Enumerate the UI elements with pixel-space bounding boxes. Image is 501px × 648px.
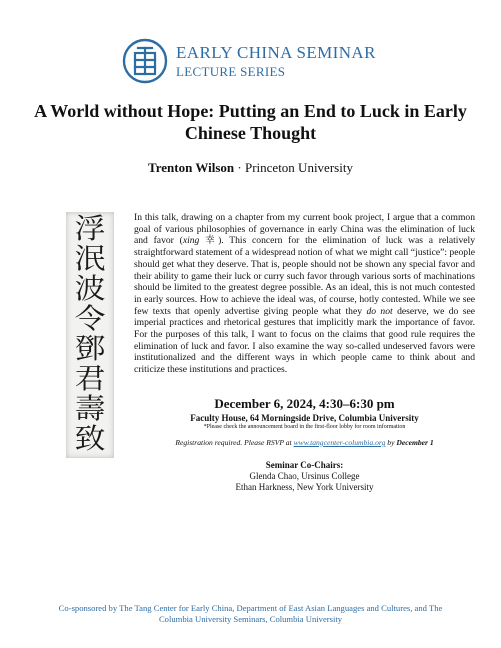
room-note: *Please check the announcement board in the first-floor lobby for room information — [203, 424, 406, 430]
series-subtitle: LECTURE SERIES — [176, 64, 286, 79]
speaker-line — [0, 160, 501, 176]
rsvp-link[interactable]: www.tangcenter-columbia.org — [293, 438, 386, 447]
rsvp-line: Registration required. Please RSVP at www.tangcenter-columbia.org by December 1 — [175, 438, 434, 447]
cochairs-block — [134, 460, 475, 493]
cochair-1: Glenda Chao, Ursinus College — [249, 471, 360, 481]
lecture-title: A World without Hope: Putting an End to Luck in Early Chinese Thought — [34, 101, 467, 143]
seminar-logo-icon — [122, 38, 168, 84]
series-title: EARLY CHINA SEMINAR — [176, 43, 376, 62]
calligraphy-manuscript-image: 浮 泯 波 令 鄧 君 壽 致 — [66, 212, 114, 458]
speaker-name: Trenton Wilson — [148, 160, 235, 175]
speaker-separator: · — [234, 160, 245, 175]
emphasis-do-not: do not — [366, 305, 393, 317]
xing-term: xing — [182, 235, 200, 247]
speaker-affiliation: Princeton University — [244, 160, 353, 175]
cochair-2: Ethan Harkness, New York University — [235, 482, 374, 492]
event-venue: Faculty House, 64 Morningside Drive, Columbia University — [190, 413, 419, 423]
xing-character: 幸 — [199, 235, 219, 247]
rsvp-deadline: December 1 — [396, 438, 434, 447]
footer-line-1: Co-sponsored by The Tang Center for Early China, Department of East Asian Languages and Cultures, and The — [58, 603, 443, 613]
sponsors-footer — [20, 603, 481, 625]
abstract-paragraph: In this talk, drawing on a chapter from my current book project, I argue that a common goal of various philosophies of governance in early China was the elimination of luck and favor (xing 幸). This concern for the elimination of luck was a relatively straightforward statement of a widespread notion of what we might call “justice”: people should get what they deserve. That is, people should not be shown any special favor and their ability to game their luck or curry such favor through various sorts of machinations should be limited to the greatest degree possible. As an ideal, this is not much contested in early sources. How to achieve the ideal was, of course, hotly contested. While we see few texts that openly advertise giving people what they do not deserve, we do see imperial practices and rhetorical gestures that implicitly mark the importance of favor. For the purposes of this talk, I want to focus on the claims that good rule requires the elimination of luck and favor. I also examine the way so-called undeserved favors were institutionalized and the different ways in which people came to think about and criticize these institutions and practices. — [134, 212, 475, 376]
event-date: December 6, 2024, 4:30–6:30 pm — [214, 396, 395, 411]
cochairs-heading: Seminar Co-Chairs: — [265, 460, 344, 470]
footer-line-2: Columbia University Seminars, Columbia University — [158, 614, 343, 624]
